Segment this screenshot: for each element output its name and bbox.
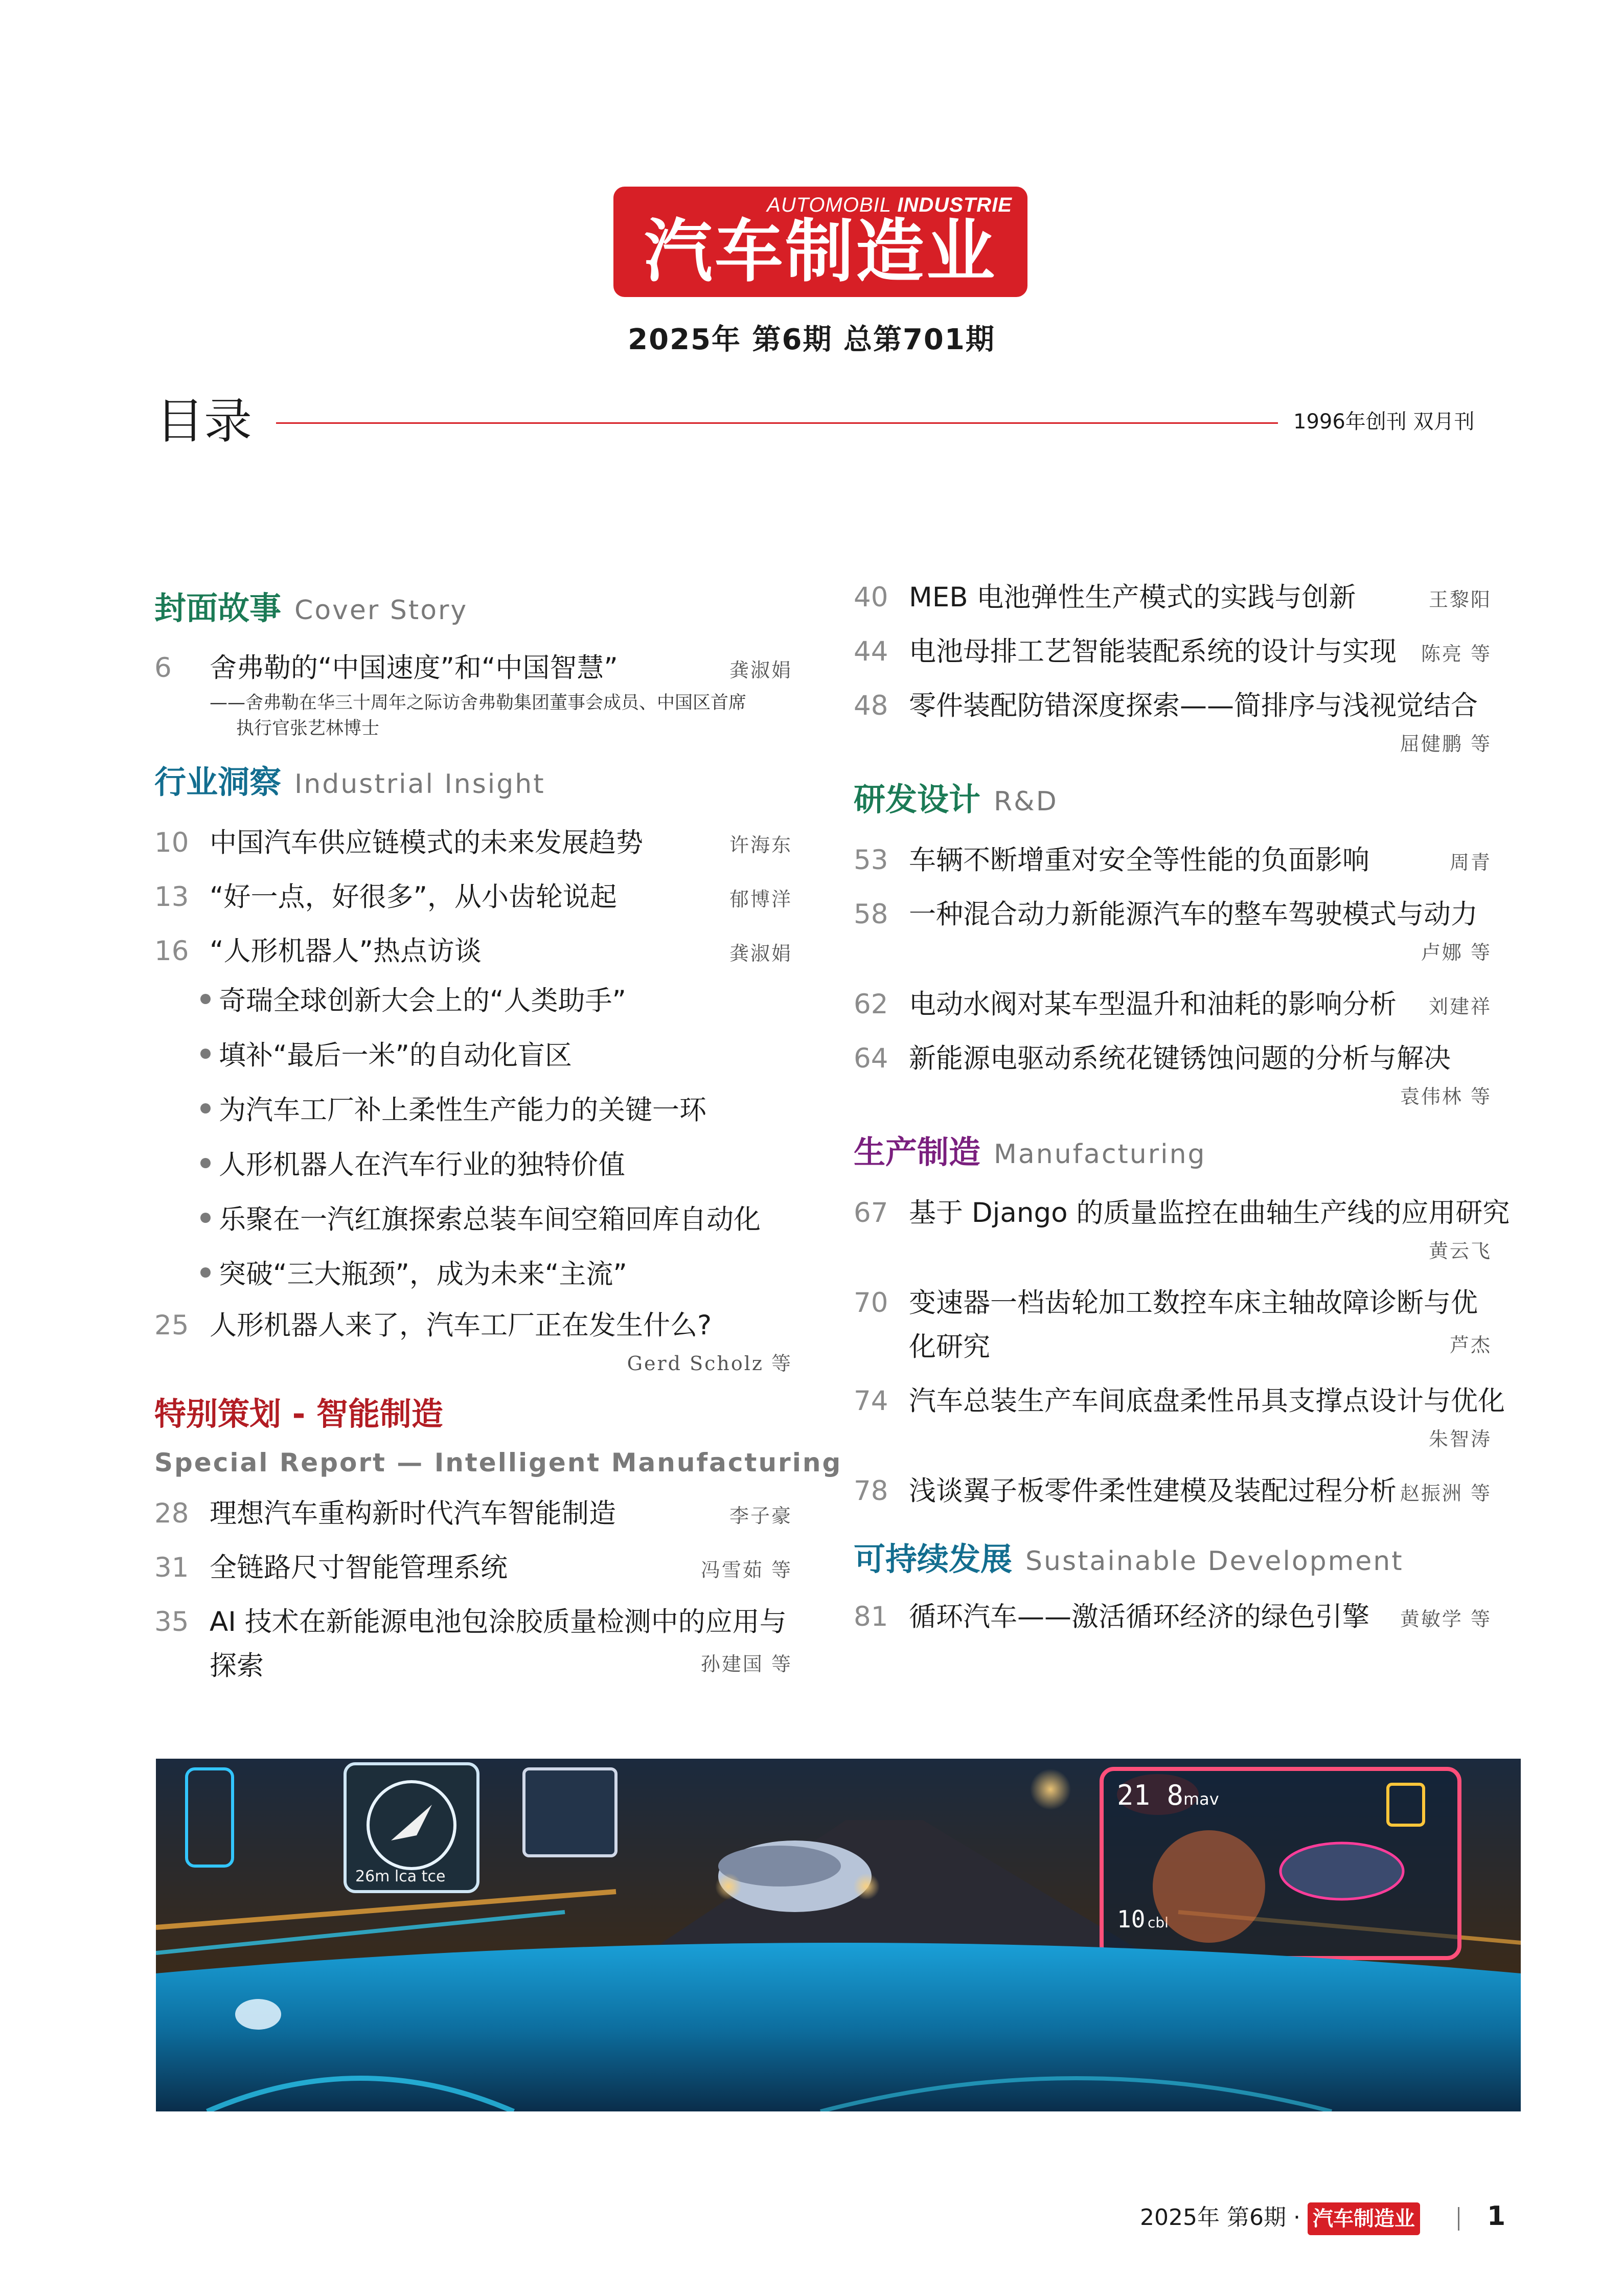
toc-subentry[interactable]: 人形机器人在汽车行业的独特价值 <box>154 1138 792 1192</box>
page-number: 40 <box>854 582 888 613</box>
footer-issue: 2025年 第6期 · <box>1140 2204 1300 2231</box>
article-subtitle: ——舍弗勒在华三十周年之际访舍弗勒集团董事会成员、中国区首席 <box>210 693 747 713</box>
article-author: 冯雪茹 等 <box>700 1559 792 1581</box>
toc-entry[interactable] <box>854 983 1492 1027</box>
toc-entry[interactable] <box>854 1595 1492 1639</box>
article-author: 李子豪 <box>729 1505 792 1527</box>
toc-entry[interactable] <box>154 929 792 973</box>
section-sustainable <box>854 1534 1492 1593</box>
toc-entry[interactable] <box>854 1379 1505 1423</box>
page-number: 10 <box>154 827 189 858</box>
section-title: 特别策划 - 智能制造 <box>154 1395 443 1433</box>
article-title: “人形机器人”热点访谈 <box>210 936 482 967</box>
toc-entry[interactable] <box>154 821 792 865</box>
toc-subentry[interactable]: 乐聚在一汽红旗探索总装车间空箱回库自动化 <box>154 1192 792 1247</box>
footer-logo: 汽车制造业 <box>1308 2202 1420 2235</box>
page-number: 16 <box>154 936 189 967</box>
article-subtitle: 执行官张艺林博士 <box>236 718 380 739</box>
toc-entry[interactable] <box>854 1191 1510 1235</box>
cover-photo <box>156 1759 1521 2111</box>
toc-entry[interactable] <box>854 684 1492 728</box>
toc-entry[interactable] <box>154 1546 792 1590</box>
toc-entry[interactable] <box>854 893 1492 937</box>
bullet-dot-icon <box>200 1158 211 1168</box>
article-title: 人形机器人来了，汽车工厂正在发生什么? <box>210 1310 712 1341</box>
article-title: 中国汽车供应链模式的未来发展趋势 <box>210 827 643 858</box>
page-number: 53 <box>854 845 888 876</box>
page-number: 13 <box>154 881 189 913</box>
article-author: 王黎阳 <box>1428 588 1492 611</box>
article-title: AI 技术在新能源电池包涂胶质量检测中的应用与 <box>210 1606 787 1638</box>
toc-entry[interactable] <box>854 1281 1492 1325</box>
author-row <box>854 1423 1492 1459</box>
article-author: 赵振洲 等 <box>1400 1482 1492 1505</box>
article-author: 孙建国 等 <box>700 1653 792 1675</box>
article-title: 零件装配防错深度探索——简排序与浅视觉结合 <box>909 690 1478 721</box>
hud-distance-unit: cbl <box>1148 1914 1169 1931</box>
section-title: 可持续发展 <box>854 1540 1013 1578</box>
article-title: MEB 电池弹性生产模式的实践与创新 <box>909 582 1356 613</box>
article-title: 全链路尺寸智能管理系统 <box>210 1552 508 1583</box>
toc-subentry[interactable]: 奇瑞全球创新大会上的“人类助手” <box>154 973 792 1028</box>
article-author: 陈亮 等 <box>1421 643 1492 665</box>
article-author: 龚淑娟 <box>729 659 792 681</box>
author-row <box>154 1348 792 1378</box>
article-author: 芦杰 <box>1449 1334 1492 1356</box>
article-author: Gerd Scholz 等 <box>627 1352 792 1375</box>
section-title: 行业洞察 <box>154 763 282 801</box>
toc-subentry[interactable]: 填补“最后一米”的自动化盲区 <box>154 1028 792 1083</box>
article-author: 郁博洋 <box>729 888 792 911</box>
author-row <box>154 1644 792 1688</box>
article-title: 变速器一档齿轮加工数控车床主轴故障诊断与优 <box>909 1287 1478 1319</box>
article-author: 黄云飞 <box>1428 1240 1492 1262</box>
article-author: 黄敏学 等 <box>1400 1608 1492 1630</box>
section-title-en: Manufacturing <box>994 1139 1206 1170</box>
article-title: 一种混合动力新能源汽车的整车驾驶模式与动力 <box>909 899 1478 930</box>
page-number: 25 <box>154 1310 189 1341</box>
article-title: 循环汽车——激活循环经济的绿色引擎 <box>909 1601 1369 1632</box>
article-author: 屈健鹏 等 <box>1400 733 1492 755</box>
toc-entry[interactable] <box>154 1600 792 1644</box>
article-author: 卢娜 等 <box>1421 941 1492 964</box>
article-author: 袁伟林 等 <box>1400 1085 1492 1108</box>
article-title: 电池母排工艺智能装配系统的设计与实现 <box>909 636 1397 667</box>
hud-distance: 10 <box>1117 1905 1146 1933</box>
section-title: 封面故事 <box>154 589 282 627</box>
article-author: 周青 <box>1449 851 1492 874</box>
logo-chinese-name: 汽车制造业 <box>644 212 997 291</box>
page-number: 31 <box>154 1552 189 1583</box>
page-number: 6 <box>154 652 172 684</box>
article-title: 车辆不断增重对安全等性能的负面影响 <box>909 845 1369 876</box>
section-title-en: R&D <box>994 786 1058 817</box>
section-title-en: Special Report — Intelligent Manufacturing <box>154 1448 842 1477</box>
section-title: 研发设计 <box>854 781 981 818</box>
bullet-dot-icon <box>200 1049 211 1059</box>
publication-info: 1996年创刊 双月刊 <box>1293 410 1475 434</box>
issue-line: 2025年 第6期 总第701期 <box>628 323 995 356</box>
article-title: 汽车总装生产车间底盘柔性吊具支撑点设计与优化 <box>909 1385 1505 1417</box>
toc-entry[interactable] <box>154 1304 792 1348</box>
section-title-en: Cover Story <box>294 595 468 626</box>
page-number: 64 <box>854 1043 888 1074</box>
toc-entry[interactable] <box>854 576 1492 620</box>
page-number: 48 <box>854 690 888 721</box>
section-cover-story <box>154 583 792 642</box>
toc-entry[interactable] <box>154 1492 792 1536</box>
toc-left-column <box>154 583 842 1688</box>
page-number: 35 <box>154 1606 189 1638</box>
hud-cockpit-illustration <box>156 1759 1521 2111</box>
hud-unit: mav <box>1183 1789 1219 1809</box>
page-number: 67 <box>854 1197 888 1229</box>
article-title: 电动水阀对某车型温升和油耗的影响分析 <box>909 989 1397 1020</box>
page-number: 28 <box>154 1498 189 1529</box>
toc-entry[interactable] <box>854 1469 1492 1513</box>
article-title-continued: 探索 <box>210 1650 264 1681</box>
page-number: 44 <box>854 636 888 667</box>
toc-entry[interactable] <box>854 838 1492 882</box>
author-row <box>854 1325 1492 1369</box>
author-row <box>854 1081 1492 1117</box>
logo-english-name: AUTOMOBIL INDUSTRIE <box>767 194 1012 216</box>
page-footer <box>1140 2201 1505 2235</box>
author-row <box>854 728 1492 764</box>
toc-subentry[interactable]: 突破“三大瓶颈”，成为未来“主流” <box>154 1247 792 1302</box>
toc-subentry[interactable]: 为汽车工厂补上柔性生产能力的关键一环 <box>154 1083 792 1138</box>
article-title: 舍弗勒的“中国速度”和“中国智慧” <box>210 652 618 684</box>
page-number: 62 <box>854 989 888 1020</box>
toc-entry[interactable] <box>154 646 792 690</box>
section-title-en: Industrial Insight <box>294 769 545 800</box>
article-title: “好一点，好很多”，从小齿轮说起 <box>210 881 617 913</box>
toc-entry[interactable] <box>854 1037 1492 1081</box>
author-row <box>854 937 1492 972</box>
section-special-report <box>154 1389 792 1448</box>
toc-entry[interactable] <box>854 630 1492 674</box>
footer-divider <box>1458 2207 1459 2231</box>
bullet-dot-icon <box>200 1267 211 1278</box>
article-title: 理想汽车重构新时代汽车智能制造 <box>210 1498 616 1529</box>
article-author: 朱智涛 <box>1428 1428 1492 1450</box>
bullet-dot-icon <box>200 1103 211 1113</box>
article-author: 许海东 <box>729 834 792 856</box>
bullet-dot-icon <box>200 994 211 1004</box>
toc-entry[interactable] <box>154 875 792 919</box>
page-number: 1 <box>1487 2201 1506 2232</box>
article-title: 基于 Django 的质量监控在曲轴生产线的应用研究 <box>909 1197 1510 1229</box>
hud-speed: 21 8 <box>1117 1779 1184 1811</box>
section-rnd <box>854 774 1492 833</box>
magazine-logo <box>613 187 1027 297</box>
section-manufacturing <box>854 1127 1492 1186</box>
article-title: 浅谈翼子板零件柔性建模及装配过程分析 <box>909 1475 1397 1507</box>
toc-right-column <box>854 582 1510 1639</box>
article-author: 龚淑娟 <box>729 942 792 965</box>
bullet-dot-icon <box>200 1213 211 1223</box>
article-author: 刘建祥 <box>1428 995 1492 1018</box>
author-row <box>854 1235 1492 1271</box>
nav-readout: 26m lca tce <box>355 1868 446 1885</box>
page-number: 70 <box>854 1287 888 1319</box>
section-title: 生产制造 <box>854 1133 981 1171</box>
article-title-continued: 化研究 <box>909 1331 990 1362</box>
toc-title: 目录 <box>156 394 253 449</box>
article-title: 新能源电驱动系统花键锈蚀问题的分析与解决 <box>909 1043 1451 1074</box>
page-number: 81 <box>854 1601 888 1632</box>
page-number: 58 <box>854 899 888 930</box>
section-industrial-insight <box>154 757 792 816</box>
page-number: 78 <box>854 1475 888 1507</box>
page-number: 74 <box>854 1385 888 1417</box>
section-title-en: Sustainable Development <box>1025 1546 1404 1577</box>
toc-divider <box>276 422 1278 424</box>
